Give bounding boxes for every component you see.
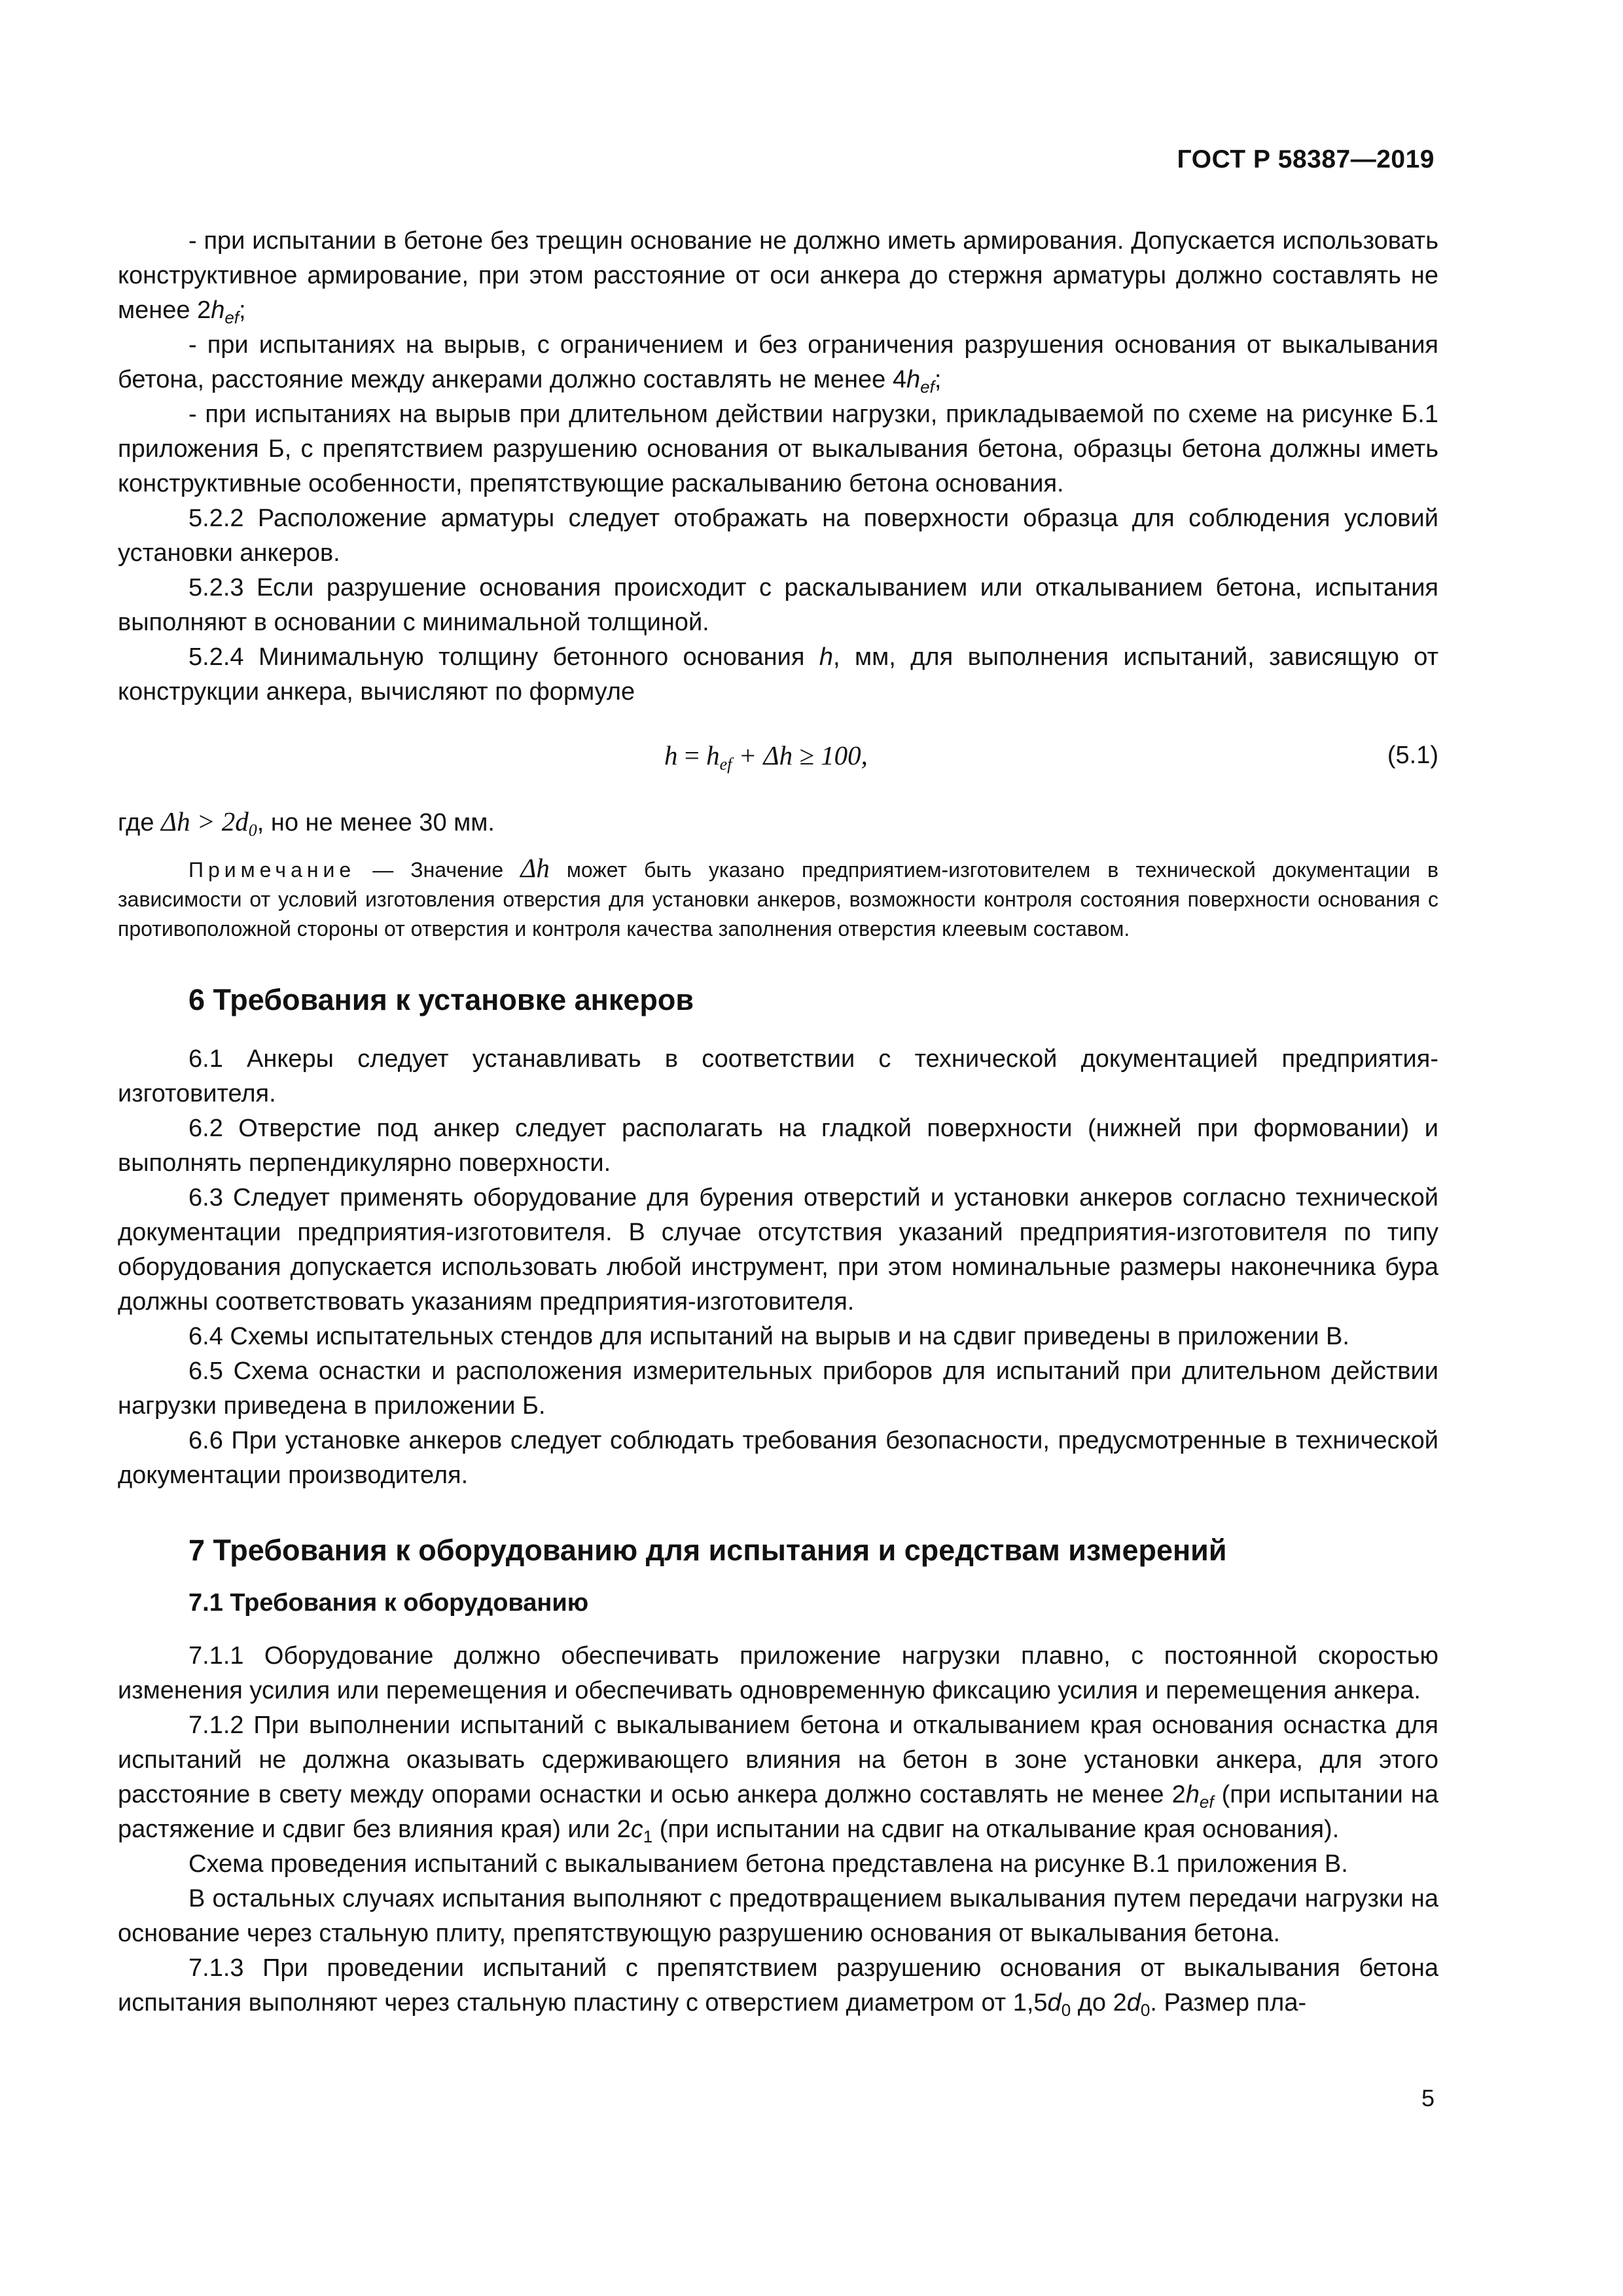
text: ; [239,296,246,324]
paragraph [118,224,1438,328]
section-title-7: 7 Требования к оборудованию для испытания и средствам измерений [188,1534,1227,1567]
formula-expression: $h = h_{ef} + \Delta h \ge 100$, [664,740,868,774]
paragraph: В остальных случаях испытания выполняют с предотвращением выкалывания путем передачи нагрузки на основание через стальную плиту, препятствующую разрушению основания от выкалывания бетона. [118,1885,1438,1947]
text: 5.2.4 Минимальную толщину бетонного основания [188,643,819,671]
text: - при испытаниях на вырыв, с ограничением и без ограничения разрушения основания от выкалывания бетона, расстояние между анкерами должно составлять не менее 4 [118,331,1438,393]
paragraph: 6.1 Анкеры следует устанавливать в соответствии с технической документацией предприятия-изготовителя. [118,1045,1438,1107]
paragraph [118,640,1438,709]
section-title-6: 6 Требования к установке анкеров [188,983,694,1016]
note: Примечание — Значение Δh может быть указано предприятием-изготовителем в технической документации в зависимости от условий изготовления отверстия для установки анкеров, возможности контроля состояния поверхности основания с противоположной стороны от отверстия и контроля качества заполнения отверстия клеевым составом. [118,853,1439,941]
paragraph: 5.2.2 Расположение арматуры следует отображать на поверхности образца для соблюдения условий установки анкеров. [118,505,1438,567]
page-content [118,224,1438,2020]
note-label: Примечание [188,858,356,882]
paragraph: 7.1.1 Оборудование должно обеспечивать приложение нагрузки плавно, с постоянной скоростью изменения усилия или перемещения и обеспечивать одновременную фиксацию усилия и перемещения анкера. [118,1642,1438,1704]
paragraph: 6.3 Следует применять оборудование для бурения отверстий и установки анкеров согласно технической документации предприятия-изготовителя. В случае отсутствия указаний предприятия-изготовителя по типу оборудования допускается использовать любой инструмент, при этом номинальные размеры наконечника бура должны соответствовать указаниям предприятия-изготовителя. [118,1184,1438,1316]
document-id: ГОСТ Р 58387—2019 [1177,145,1435,173]
paragraph [118,328,1438,397]
text: , мм, для выполнения испытаний, зависящую от конструкции анкера, вычисляют по формуле [118,643,1439,706]
paragraph: 6.6 При установке анкеров следует соблюдать требования безопасности, предусмотренные в технической документации производителя. [118,1427,1438,1489]
math-sub: ef [224,308,240,327]
paragraph: - при испытаниях на вырыв при длительном действии нагрузки, прикладываемой по схеме на рисунке Б.1 приложения Б, с препятствием разрушению основания от выкалывания бетона, образцы бетона должны иметь конструктивные особенности, препятствующие раскалыванию бетона основания. [118,401,1438,497]
paragraph: 7.1.3 При проведении испытаний с препятствием разрушению основания от выкалывания бетона испытания выполняют через стальную пластину с отверстием диаметром от $1,5d_0$ до $2d_0$. Размер пла- [118,1954,1438,2020]
text: ; [934,366,942,393]
math-var: h [906,366,921,393]
paragraph: 6.4 Схемы испытательных стендов для испытаний на вырыв и на сдвиг приведены в приложении В. [188,1323,1349,1350]
math-sub: ef [920,377,935,397]
text: - при испытании в бетоне без трещин основание не должно иметь армирования. Допускается использовать конструктивное армирование, при этом расстояние от оси анкера до стержня арматуры должно составлять не менее 2 [118,227,1438,324]
paragraph: 5.2.3 Если разрушение основания происходит с раскалыванием или откалыванием бетона, испытания выполняют в основании с минимальной толщиной. [118,574,1438,636]
page-number: 5 [1421,2085,1435,2111]
paragraph: 6.5 Схема оснастки и расположения измерительных приборов для испытаний при длительном действии нагрузки приведена в приложении Б. [118,1357,1438,1420]
math-var: h [819,643,834,671]
paragraph: Схема проведения испытаний с выкалыванием бетона представлена на рисунке В.1 приложения В. [188,1850,1348,1878]
math-var: h [211,296,225,324]
formula-number: (5.1) [1387,742,1438,769]
formula [118,738,1438,773]
paragraph: 6.2 Отверстие под анкер следует располагать на гладкой поверхности (нижней при формовании) и выполнять перпендикулярно поверхности. [118,1115,1438,1177]
subsection-title: 7.1 Требования к оборудованию [188,1589,589,1617]
formula-where: где $\Delta h > 2d_0$, но не менее 30 мм. [118,806,495,840]
paragraph: 7.1.2 При выполнении испытаний с выкалыванием бетона и откалыванием края основания оснастка для испытаний не должна оказывать сдерживающего влияния на бетон в зоне установки анкера, для этого расстояние в свету между опорами оснастки и осью анкера должно составлять не менее $2h_{ef}$ (при испытании на растяжение и сдвиг без влияния края) или $2c_1$ (при испытании на сдвиг на откалывание края основания). [118,1712,1438,1846]
